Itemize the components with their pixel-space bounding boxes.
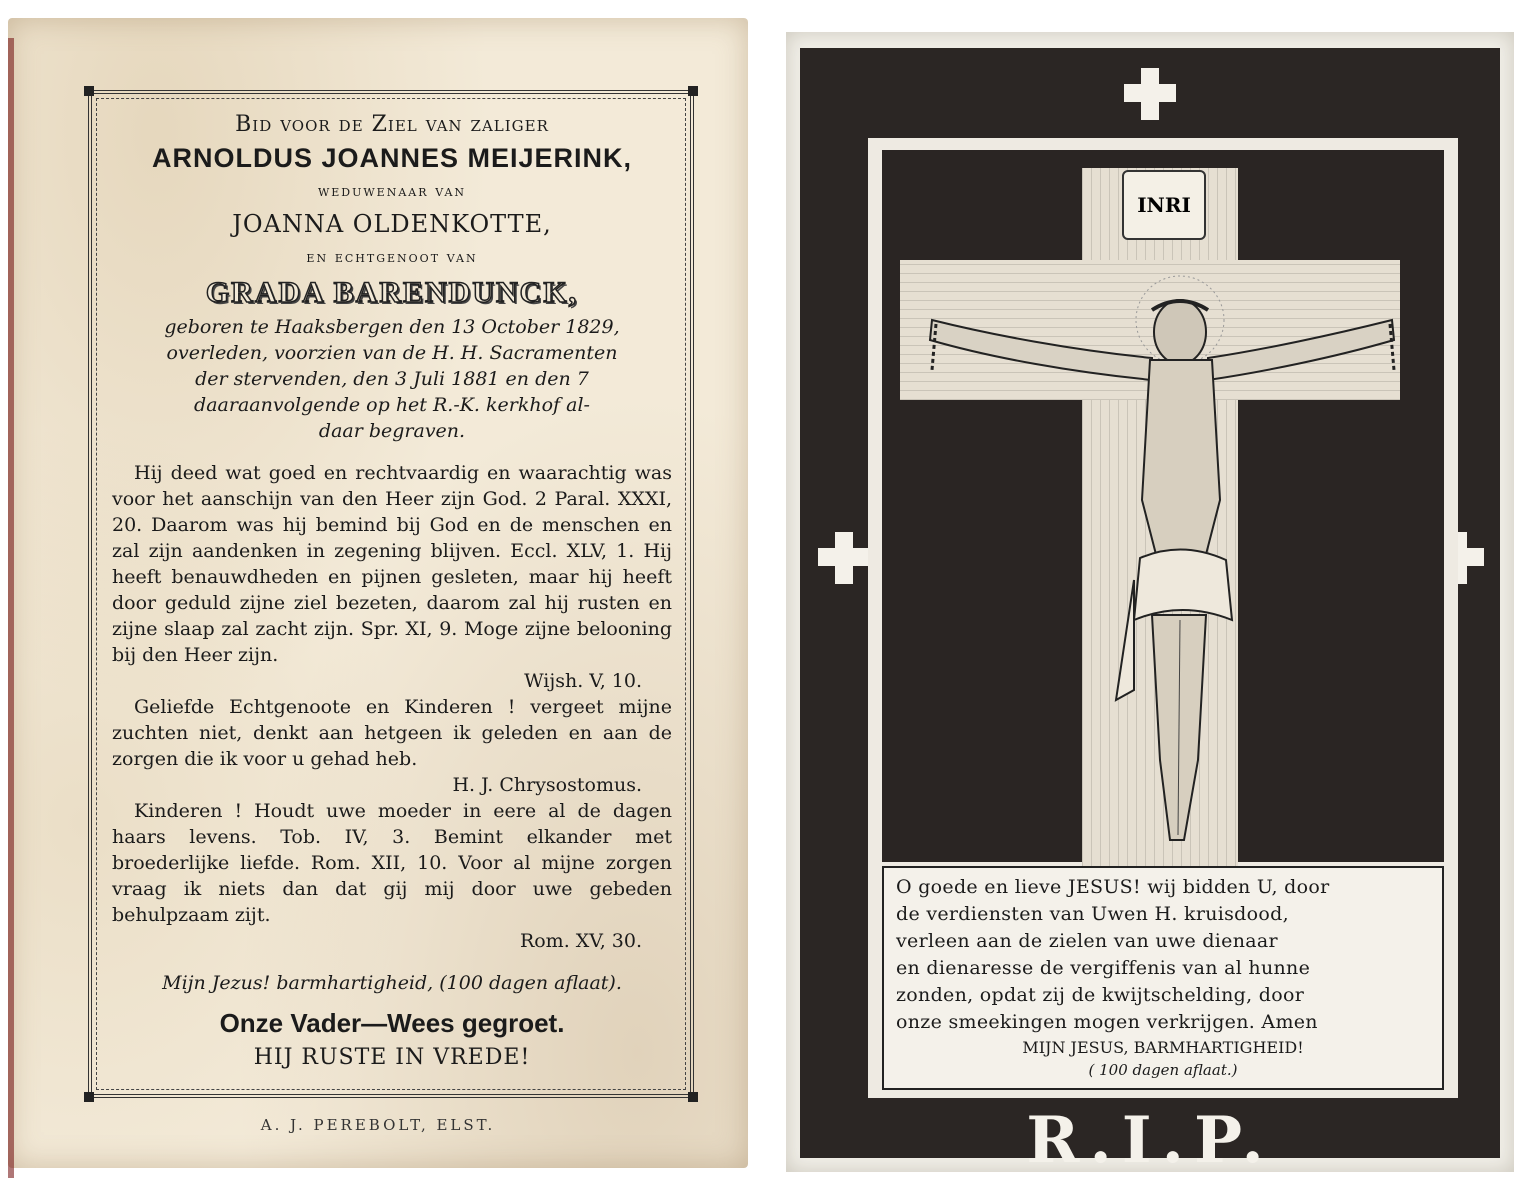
card-edge (8, 38, 14, 1178)
rip-text: R.I.P. (1026, 1103, 1274, 1178)
crucifix-panel (882, 150, 1444, 862)
memorial-card-image-side (786, 32, 1514, 1178)
caption-line: en dienaresse de vergiffenis van al hunne (896, 957, 1311, 979)
widower-label: weduwenaar van (317, 182, 467, 200)
ornamental-border (88, 90, 694, 1098)
inri-plaque: INRI (1122, 170, 1206, 240)
reference: Rom. XV, 30. (519, 930, 642, 952)
bio-line: overleden, voorzien van de H. H. Sacramenten (166, 342, 618, 364)
paragraph-3: Kinderen ! Houdt uwe moeder in eere al de dagen haars levens. Tob. IV, 3. Bemint elkander met broederlijke liefde. Rom. XII, 10. Voor al mijne zorgen vraag ik niets dan dat gij mij door uwe gebeden behulpzaam zijt. (112, 800, 672, 926)
caption-line: de verdiensten van Uwen H. kruisdood, (896, 903, 1289, 925)
mijn-jesus: MIJN JESUS, BARMHARTIGHEID! (1022, 1038, 1304, 1057)
corner-ornament (84, 86, 94, 96)
biography (112, 314, 672, 444)
printer-credit: A. J. PEREBOLT, ELST. (260, 1116, 496, 1134)
first-wife-name: JOANNA OLDENKOTTE, (232, 210, 552, 238)
memorial-card-text-side (8, 18, 748, 1168)
second-wife-name: GRADA BARENDUNCK, (205, 276, 579, 309)
indulgence-note: ( 100 dagen aflaat.) (1088, 1061, 1238, 1079)
bio-line: geboren te Haaksbergen den 13 October 1829, (164, 316, 620, 338)
onze-vader: Onze Vader—Wees gegroet. (219, 1008, 565, 1038)
cross-icon (1124, 68, 1176, 120)
card-text (112, 112, 672, 1070)
corner-ornament (688, 1092, 698, 1102)
cross-icon (818, 532, 870, 584)
inner-frame (868, 138, 1458, 1098)
bio-line: daaraanvolgende op het R.-K. kerkhof al- (194, 394, 590, 416)
caption-line: O goede en lieve JESUS! wij bidden U, door (896, 876, 1330, 898)
husband-label: en echtgenoot van (306, 248, 478, 266)
rest-in-peace: HIJ RUSTE IN VREDE! (253, 1045, 531, 1070)
bio-line: der stervenden, den 3 Juli 1881 en den 7 (195, 368, 589, 390)
prayer-heading: Bid voor de Ziel van zaliger (235, 112, 549, 137)
indulgence-prayer: Mijn Jezus! barmhartigheid, (100 dagen aflaat). (162, 972, 622, 994)
reference: H. J. Chrysostomus. (452, 774, 642, 796)
crucifix-illustration (902, 240, 1422, 860)
scripture-text (112, 460, 672, 954)
paragraph-2: Geliefde Echtgenoote en Kinderen ! vergeet mijne zuchten niet, denkt aan hetgeen ik geleden en aan de zorgen die ik voor u gehad heb. (112, 696, 672, 770)
paragraph-1: Hij deed wat goed en rechtvaardig en waarachtig was voor het aanschijn van den Heer zijn God. 2 Paral. XXXI, 20. Daarom was hij bemind bij God en de menschen en zal zijn aandenken in zegening blijven. Eccl. XLV, 1. Hij heeft benauwdheden en pijnen gesleten, maar hij heeft door geduld zijne ziel bezeten, daarom zal hij rusten en zijne slaap zal zacht zijn. Spr. XI, 9. Moge zijne belooning bij den Heer zijn. (112, 462, 672, 666)
bio-line: daar begraven. (318, 420, 466, 442)
corner-ornament (84, 1092, 94, 1102)
caption-line: onze smeekingen mogen verkrijgen. Amen (896, 1011, 1318, 1033)
corner-ornament (688, 86, 698, 96)
deceased-name: ARNOLDUS JOANNES MEIJERINK, (151, 143, 633, 173)
prayer-caption (882, 866, 1444, 1090)
mourning-border (800, 48, 1500, 1178)
caption-line: verleen aan de zielen van uwe dienaar (896, 930, 1278, 952)
caption-line: zonden, opdat zij de kwijtschelding, door (896, 984, 1305, 1006)
reference: Wijsh. V, 10. (524, 670, 642, 692)
